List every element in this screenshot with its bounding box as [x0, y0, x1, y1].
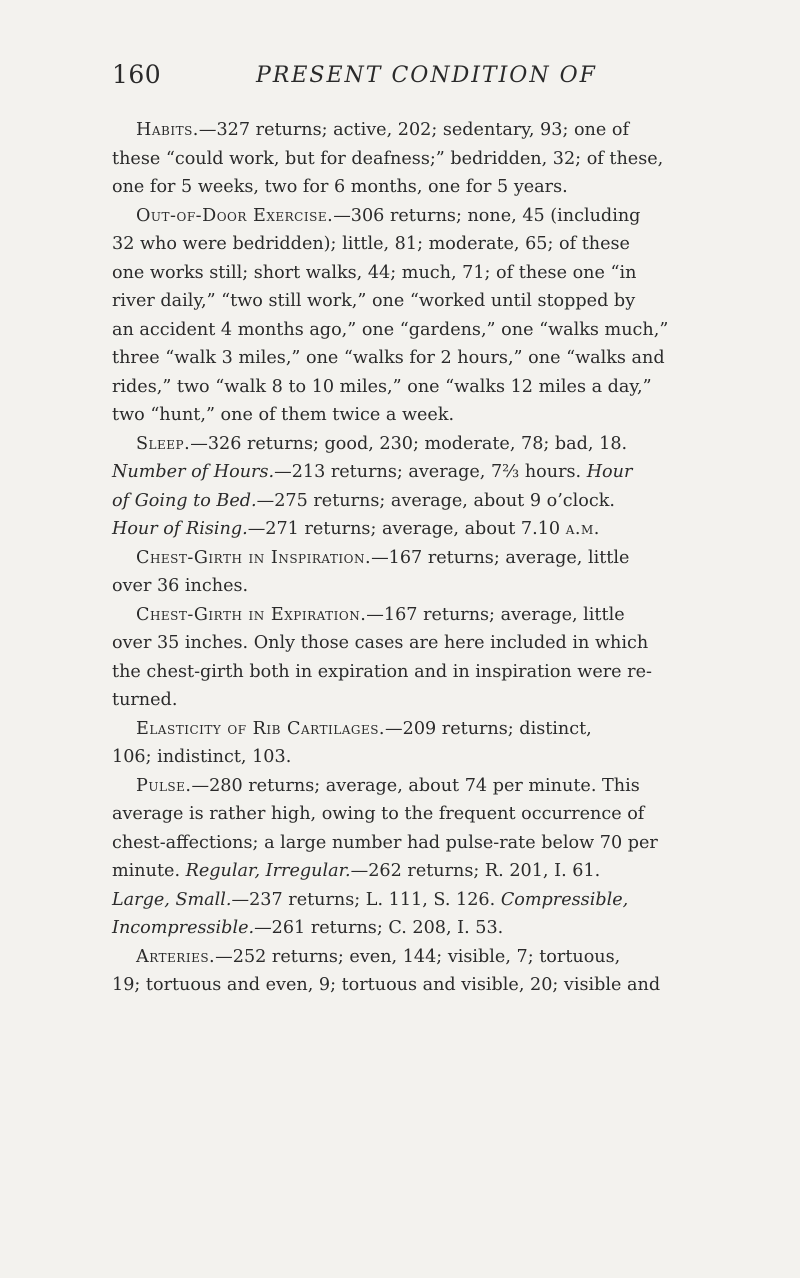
text-line	[112, 515, 719, 544]
section-heading: Sleep.	[136, 433, 191, 454]
body-text: —262 returns; R. 201, I. 61.	[350, 861, 601, 881]
text-line	[112, 772, 719, 801]
text-line	[112, 116, 719, 145]
section-heading: Habits.	[136, 120, 199, 140]
italic-subheading: Number of Hours.	[112, 462, 275, 482]
body-text: an accident 4 months ago,” one “gardens,” one “walks much,”	[112, 319, 669, 340]
body-text: over 36 inches.	[112, 576, 249, 596]
body-text: two “hunt,” one of them twice a week.	[112, 405, 455, 425]
text-line	[112, 430, 719, 459]
text-line	[112, 601, 719, 630]
text-line	[112, 344, 719, 373]
body-text: —252 returns; even, 144; visible, 7; tortuous,	[215, 946, 621, 967]
italic-subheading: Hour	[586, 462, 633, 482]
section-heading: Pulse.	[136, 775, 192, 796]
body-text: —261 returns; C. 208, I. 53.	[254, 918, 504, 938]
body-text: 106; indistinct, 103.	[112, 747, 292, 767]
body-text: —326 returns; good, 230; moderate, 78; bad, 18.	[190, 433, 628, 454]
italic-subheading: Regular, Irregular.	[185, 861, 351, 881]
section-heading: Chest-Girth in Expiration.	[136, 604, 367, 625]
text-line	[112, 943, 719, 972]
body-text: three “walk 3 miles,” one “walks for 2 hours,” one “walks and	[112, 348, 665, 368]
body-text: —280 returns; average, about 74 per minute. This	[191, 775, 640, 796]
body-text: one for 5 weeks, two for 6 months, one for 5 years.	[112, 177, 568, 197]
body-text: —275 returns; average, about 9 o’clock.	[256, 490, 615, 511]
text-line	[112, 829, 719, 858]
body-text: chest-affections; a large number had pulse-rate below 70 per	[112, 832, 658, 853]
page-number: 160	[112, 60, 162, 89]
body-text: —327 returns; active, 202; sedentary, 93; one of	[198, 120, 629, 140]
body-text: the chest-girth both in expiration and in inspiration were re-	[112, 661, 652, 682]
text-line	[112, 857, 719, 886]
body-text: 19; tortuous and even, 9; tortuous and visible, 20; visible and	[112, 975, 661, 995]
text-line	[112, 886, 719, 915]
body-text: river daily,” “two still work,” one “worked until stopped by	[112, 291, 636, 311]
italic-subheading: Hour of Rising.	[112, 519, 248, 539]
body-text: —237 returns; L. 111, S. 126.	[231, 889, 501, 910]
text-line	[112, 287, 719, 316]
text-line	[112, 572, 719, 601]
body-text: over 35 inches. Only those cases are here included in which	[112, 633, 649, 653]
text-line	[112, 230, 719, 259]
text-line	[112, 316, 719, 345]
body-text: 32 who were bedridden); little, 81; moderate, 65; of these	[112, 234, 630, 254]
italic-subheading: Incompressible.	[112, 918, 255, 938]
body-text: —167 returns; average, little	[366, 604, 625, 625]
text-line	[112, 259, 719, 288]
body-text: —271 returns; average, about 7.10	[247, 519, 566, 539]
text-line	[112, 686, 719, 715]
running-head: PRESENT CONDITION OF	[256, 63, 597, 88]
text-line	[112, 544, 719, 573]
text-line	[112, 715, 719, 744]
italic-subheading: Compressible,	[500, 889, 629, 910]
section-heading: Out-of-Door Exercise.	[136, 205, 334, 226]
body-text: —167 returns; average, little	[371, 547, 630, 568]
text-line	[112, 373, 719, 402]
section-heading: Arteries.	[136, 946, 216, 967]
text-line	[112, 145, 719, 174]
body-text: rides,” two “walk 8 to 10 miles,” one “walks 12 miles a day,”	[112, 376, 652, 397]
body-text: one works still; short walks, 44; much, 71; of these one “in	[112, 262, 637, 283]
text-line	[112, 658, 719, 687]
text-line	[112, 800, 719, 829]
text-line	[112, 743, 719, 772]
text-line	[112, 629, 719, 658]
page-body	[112, 116, 719, 1000]
body-text: —209 returns; distinct,	[385, 718, 592, 739]
text-line	[112, 487, 719, 516]
body-text: —213 returns; average, 7⅔ hours.	[274, 462, 587, 482]
text-line	[112, 971, 719, 1000]
page-header	[112, 60, 720, 100]
text-line	[112, 202, 719, 231]
body-text: average is rather high, owing to the frequent occurrence of	[112, 804, 645, 824]
body-text: —306 returns; none, 45 (including	[333, 205, 641, 226]
body-text: these “could work, but for deafness;” bedridden, 32; of these,	[112, 148, 664, 169]
section-heading: Elasticity of Rib Cartilages.	[136, 718, 386, 739]
section-heading: a.m.	[565, 519, 600, 539]
body-text: turned.	[112, 690, 178, 710]
text-line	[112, 914, 719, 943]
text-line	[112, 458, 719, 487]
text-line	[112, 401, 719, 430]
italic-subheading: of Going to Bed.	[112, 490, 257, 511]
italic-subheading: Large, Small.	[112, 889, 232, 910]
section-heading: Chest-Girth in Inspiration.	[136, 547, 372, 568]
text-line	[112, 173, 719, 202]
body-text: minute.	[112, 861, 186, 881]
